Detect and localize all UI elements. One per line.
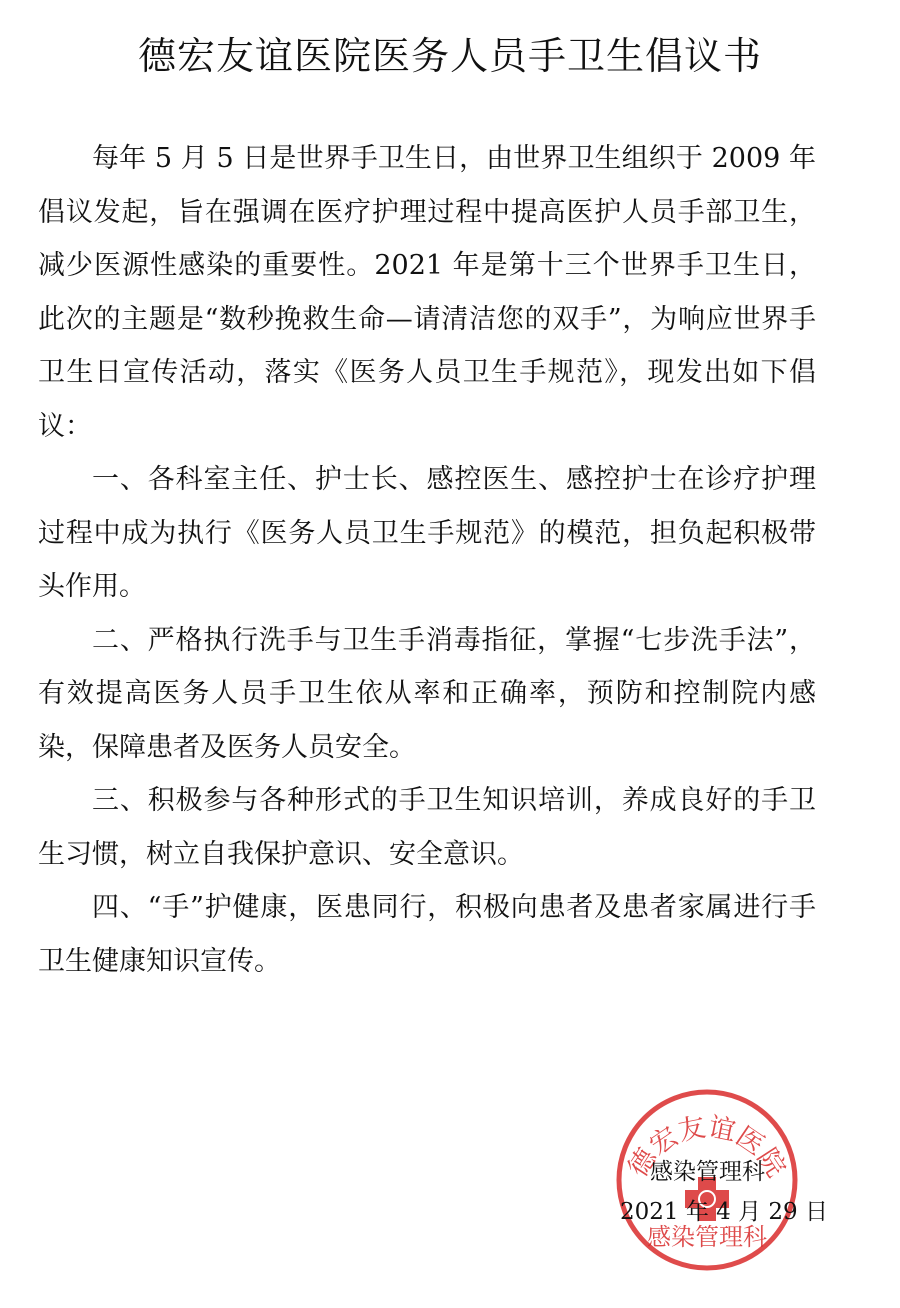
proposal-item-4: 四、“手”护健康，医患同行，积极向患者及患者家属进行手卫生健康知识宣传。 <box>38 892 816 977</box>
proposal-item-2: 二、严格执行洗手与卫生手消毒指征，掌握“七步洗手法”，有效提高医务人员手卫生依从率和正确率，预防和控制院内感染，保障患者及医务人员安全。 <box>38 624 816 763</box>
document-title: 德宏友谊医院医务人员手卫生倡议书 <box>137 34 762 78</box>
seal-outer-text: 德宏友谊医院 <box>622 1111 792 1183</box>
signature-department: 感染管理科 <box>650 1159 765 1185</box>
intro-paragraph: 每年 5 月 5 日是世界手卫生日，由世界卫生组织于 2009 年倡议发起，旨在强调在医疗护理过程中提高医护人员手部卫生，减少医源性感染的重要性。2021 年是第十三个世界手卫生日，此次的主题是“数秒挽救生命—请清洁您的双手”，为响应世界手卫生日宣传活动，落实《医务人员卫生手规范》，现发出如下倡议： <box>38 143 816 442</box>
proposal-item-1: 一、各科室主任、护士长、感控医生、感控护士在诊疗护理过程中成为执行《医务人员卫生手规范》的模范，担负起积极带头作用。 <box>38 464 816 602</box>
seal-inner-text: 感染管理科 <box>647 1223 767 1251</box>
proposal-item-3: 三、积极参与各种形式的手卫生知识培训，养成良好的手卫生习惯，树立自我保护意识、安全意识。 <box>38 785 816 870</box>
document-body <box>38 132 816 988</box>
signature-date: 2021 年 4 月 29 日 <box>620 1199 828 1225</box>
